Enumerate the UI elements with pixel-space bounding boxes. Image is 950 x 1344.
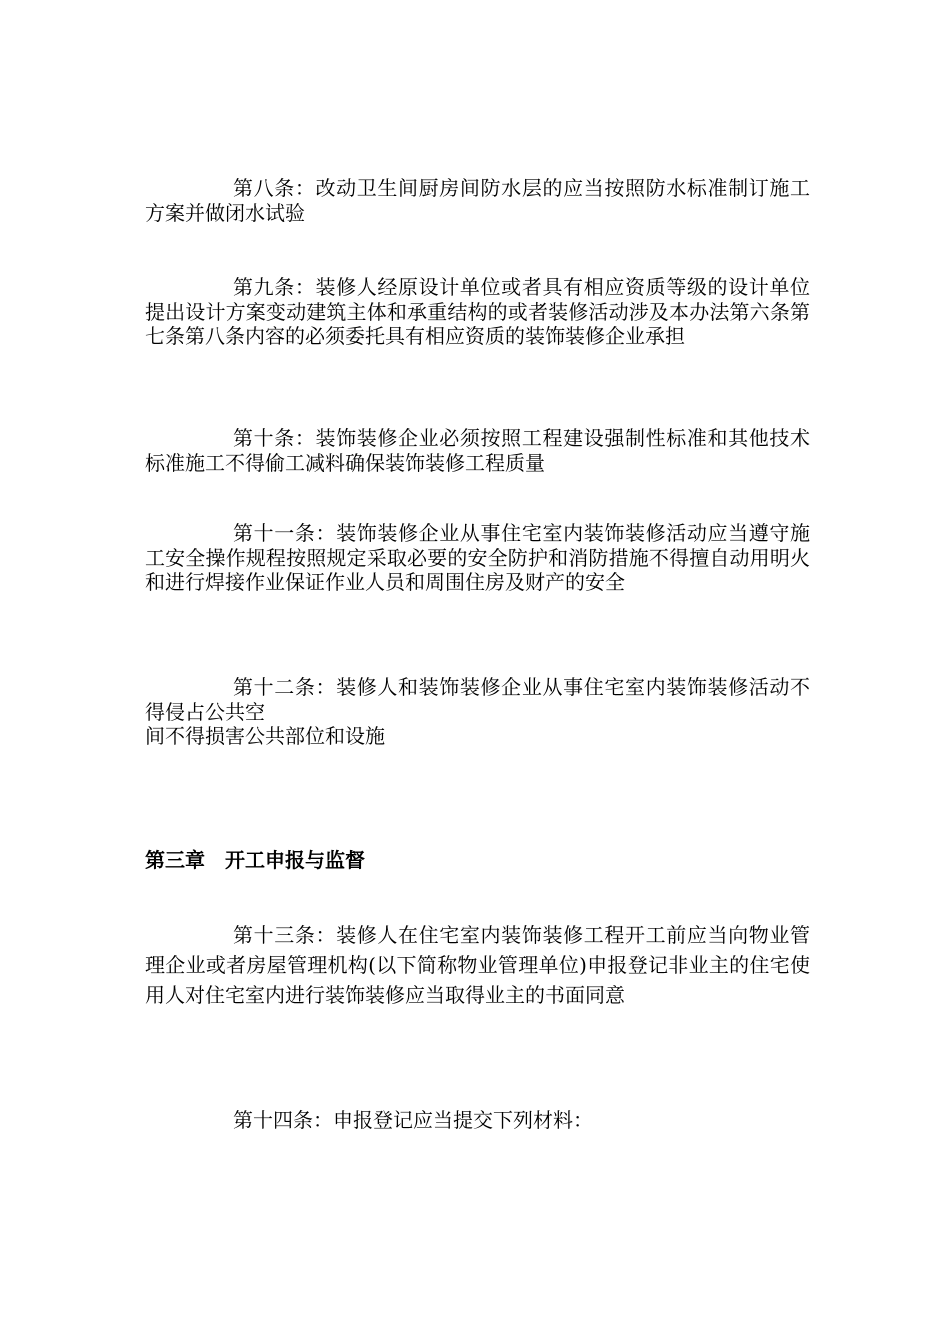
- article-11: [145, 521, 810, 595]
- article-9-text: 第九条：装修人经原设计单位或者具有相应资质等级的设计单位提出设计方案变动建筑主体和承重结构的或者装修活动涉及本办法第六条第七条第八条内容的必须委托具有相应资质的装饰装修企业承担: [145, 275, 810, 348]
- article-12-line-2: 间不得损害公共部位和设施: [145, 724, 385, 748]
- chapter-3-heading: 第三章 开工申报与监督: [145, 848, 365, 872]
- article-13-text: 第十三条：装修人在住宅室内装饰装修工程开工前应当向物业管理企业或者房屋管理机构(以下简称物业管理单位)申报登记非业主的住宅使用人对住宅室内进行装饰装修应当取得业主的书面同意: [145, 923, 810, 1007]
- article-14-text: 第十四条：申报登记应当提交下列材料：: [233, 1108, 593, 1132]
- article-10-text: 第十条：装饰装修企业必须按照工程建设强制性标准和其他技术标准施工不得偷工减料确保装饰装修工程质量: [145, 426, 810, 475]
- article-14: [145, 1108, 810, 1133]
- article-13: [145, 920, 810, 1010]
- article-9: [145, 275, 810, 349]
- article-12: [145, 675, 810, 749]
- article-8: [145, 176, 810, 225]
- article-12-line-1: 第十二条：装修人和装饰装修企业从事住宅室内装饰装修活动不得侵占公共空: [145, 675, 810, 724]
- article-8-text: 第八条：改动卫生间厨房间防水层的应当按照防水标准制订施工方案并做闭水试验: [145, 176, 810, 225]
- article-10: [145, 426, 810, 475]
- article-11-text: 第十一条：装饰装修企业从事住宅室内装饰装修活动应当遵守施工安全操作规程按照规定采取必要的安全防护和消防措施不得擅自动用明火和进行焊接作业保证作业人员和周围住房及财产的安全: [145, 521, 810, 594]
